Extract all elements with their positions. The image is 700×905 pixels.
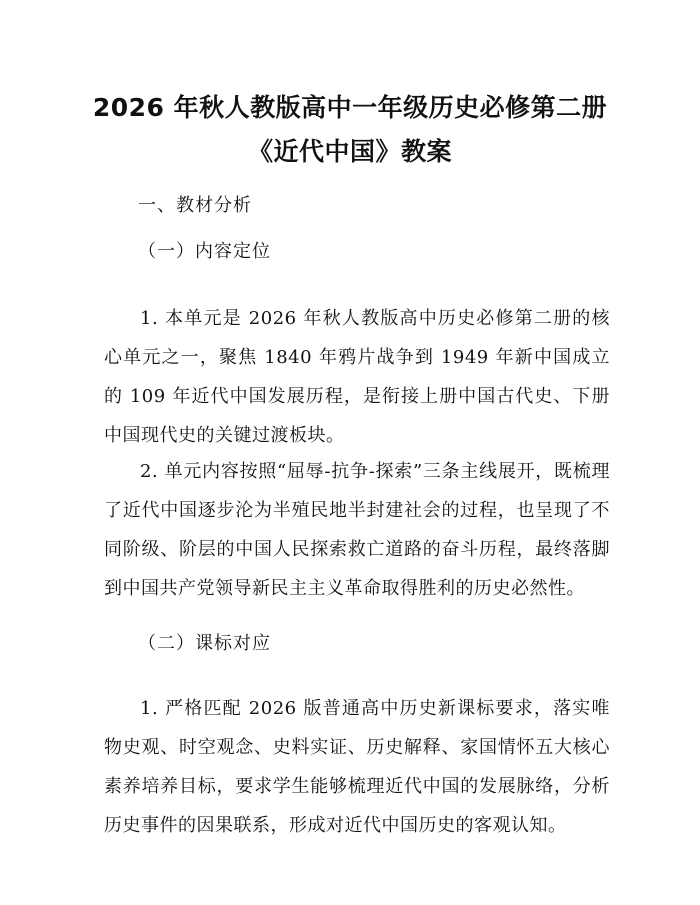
- subsection-heading-content-positioning: （一）内容定位: [138, 241, 271, 262]
- paragraph-unit-mainlines: 2. 单元内容按照“屈辱-抗争-探索”三条主线展开，既梳理了近代中国逐步沦为半殖民地半封建社会的过程，也呈现了不同阶级、阶层的中国人民探索救亡道路的奋斗历程，最终落脚到中国共产党领导新民主主义革命取得胜利的历史必然性。: [104, 461, 610, 599]
- paragraph-curriculum-standards: 1. 严格匹配 2026 版普通高中历史新课标要求，落实唯物史观、时空观念、史料实证、历史解释、家国情怀五大核心素养培养目标，要求学生能够梳理近代中国的发展脉络，分析历史事件的因果联系，形成对近代中国历史的客观认知。: [104, 698, 610, 836]
- subsection-heading-curriculum-standards: （二）课标对应: [138, 633, 271, 654]
- document-title-line-2: 《近代中国》教案: [247, 137, 452, 166]
- section-heading-textbook-analysis: 一、教材分析: [138, 195, 252, 216]
- paragraph-unit-positioning: 1. 本单元是 2026 年秋人教版高中历史必修第二册的核心单元之一，聚焦 1840 年鸦片战争到 1949 年新中国成立的 109 年近代中国发展历程，是衔接上册中国古代史、下册中国现代史的关键过渡板块。: [104, 308, 610, 446]
- document-title-line-1: 2026 年秋人教版高中一年级历史必修第二册: [92, 93, 608, 122]
